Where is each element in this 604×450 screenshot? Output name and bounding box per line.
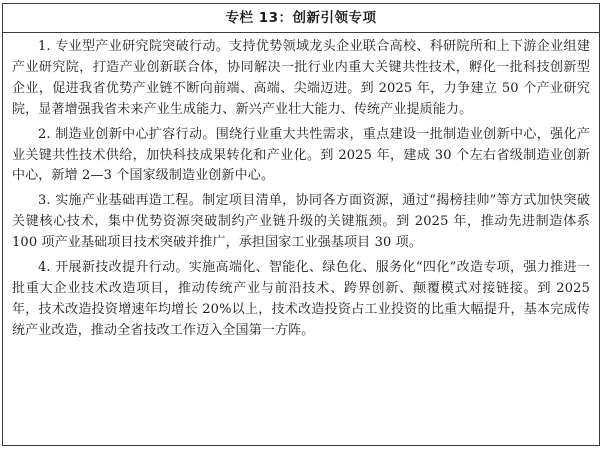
paragraph-technical-upgrade: 4. 开展新技改提升行动。实施高端化、智能化、绿色化、服务化“四化”改造专项，强力推进一批重大企业技术改造项目，推动传统产业与前沿技术、跨界创新、颠覆模式对接链接。到 2025 年，技术改造投资增速年均增长 20%以上，技术改造投资占工业投资的比重大幅提升，基本完成传统产业改造，推动全省技改工作迈入全国第一方阵。 <box>12 260 590 338</box>
column-title: 专栏 13：创新引领专项 <box>3 4 599 33</box>
paragraph-innovation-center: 2. 制造业创新中心扩容行动。围绕行业重大共性需求，重点建设一批制造业创新中心，强化产业关键共性技术供给，加快科技成果转化和产业化。到 2025 年，建成 30 个左右省级制造业创新中心，新增 2—3 个国家级制造业创新中心。 <box>12 126 590 184</box>
paragraph-research-institute: 1. 专业型产业研究院突破行动。支持优势领域龙头企业联合高校、科研院所和上下游企业组建产业研究院，打造产业创新联合体，协同解决一批行业内重大关键共性技术，孵化一批科技创新型企业，促进我省优势产业链不断向前端、高端、尖端迈进。到 2025 年，力争建立 50 个产业研究院，显著增强我省未来产业生成能力、新兴产业壮大能力、传统产业提质能力。 <box>12 39 590 117</box>
paragraph-industrial-foundation: 3. 实施产业基础再造工程。制定项目清单，协同各方面资源，通过“揭榜挂帅”等方式加快突破关键核心技术，集中优势资源突破制约产业链升级的关键瓶颈。到 2025 年，推动先进制造体系 100 项产业基础项目技术突破并推广，承担国家工业强基项目 30 项。 <box>12 193 590 251</box>
column-body <box>3 33 599 342</box>
column-box <box>2 3 600 446</box>
